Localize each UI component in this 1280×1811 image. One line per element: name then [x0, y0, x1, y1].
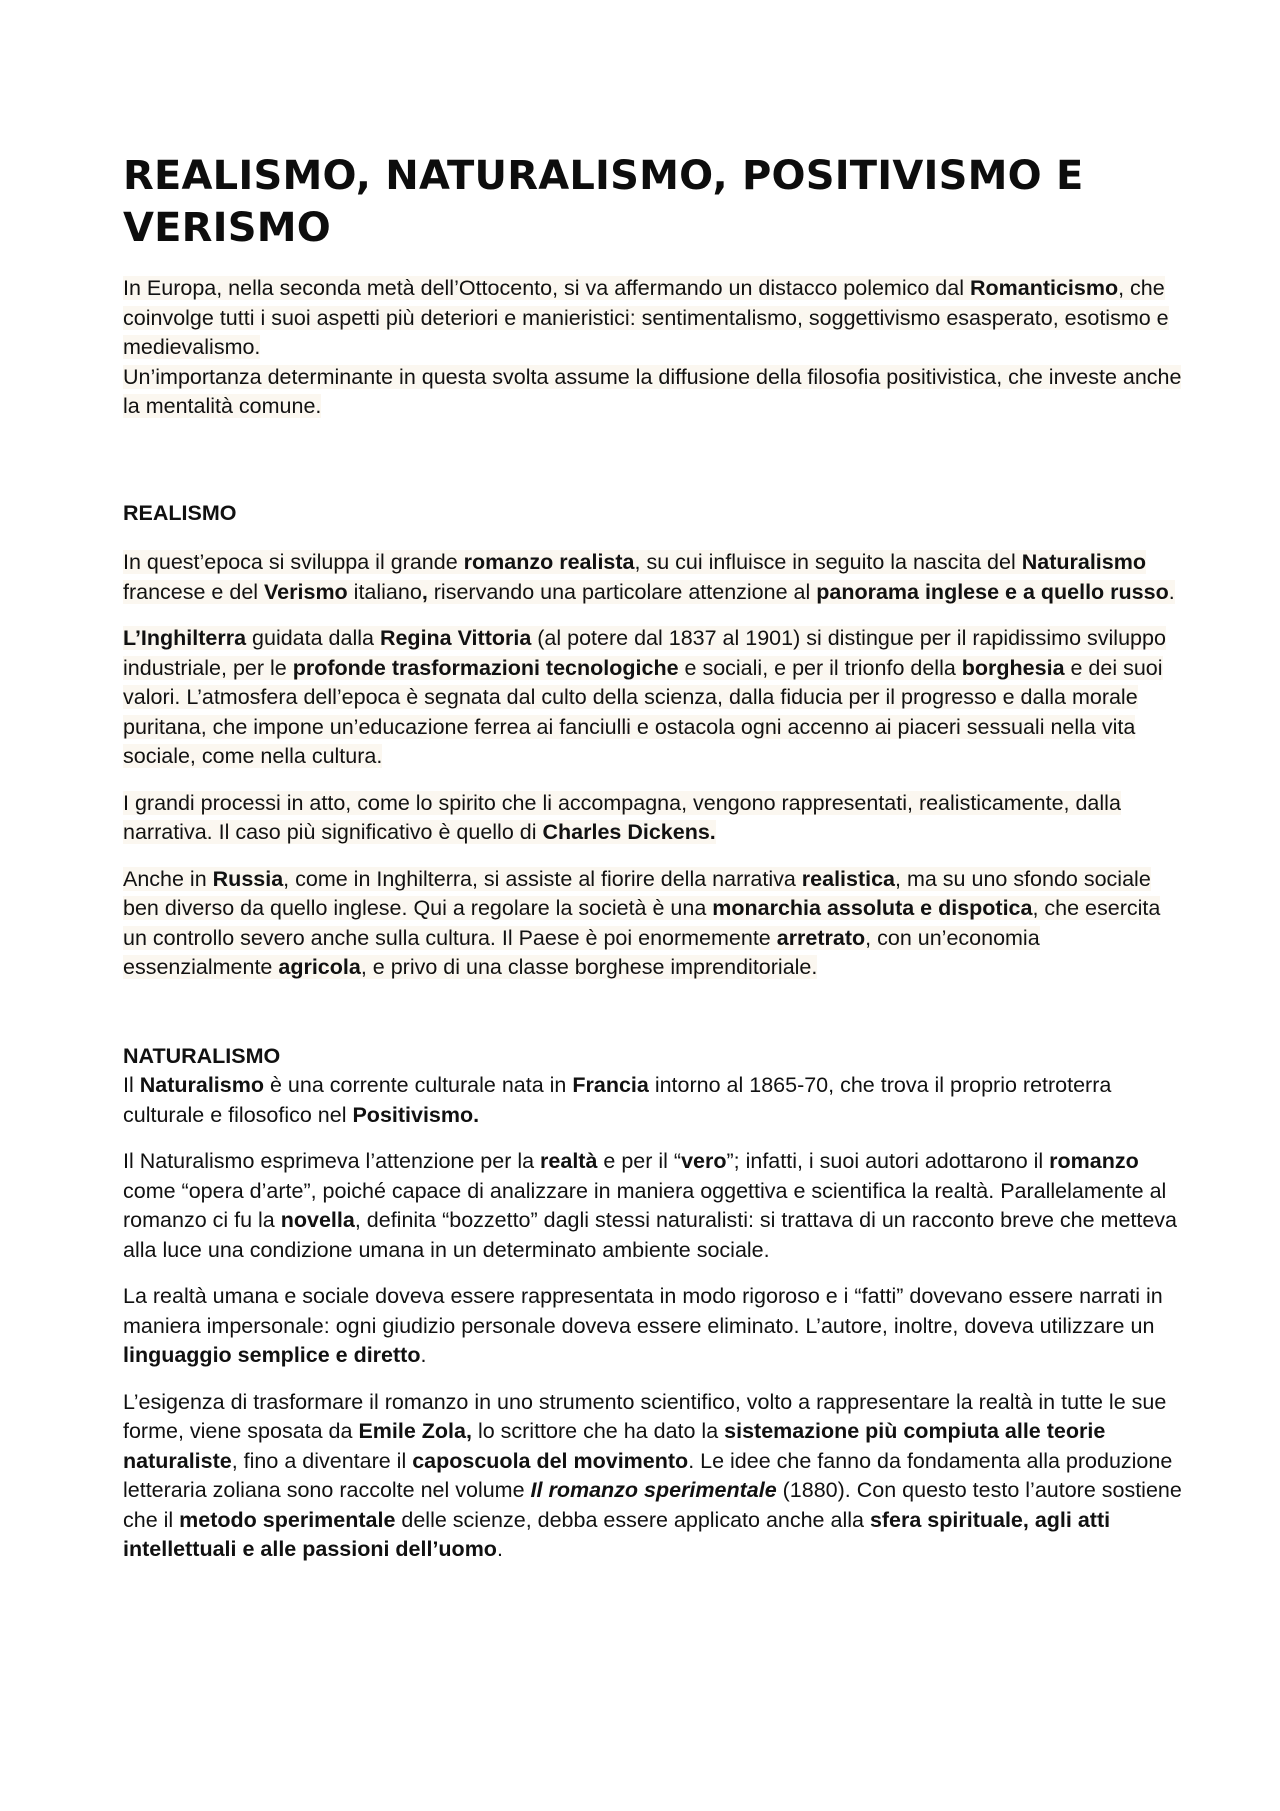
text-run: .	[1168, 579, 1175, 604]
bold-text-run: novella	[280, 1208, 355, 1232]
bold-text-run: L’Inghilterra	[123, 626, 247, 650]
text-run: (al potere dal 1837 al 1901) si distingue per il rapidissimo sviluppo industriale, per le	[123, 626, 1166, 680]
text-run: , con un’economia essenzialmente	[123, 925, 1040, 979]
text-run: lo scrittore che ha dato la	[471, 1419, 725, 1443]
text-run: , che esercita un controllo severo anche sulla cultura. Il Paese è poi enormemente	[123, 896, 1161, 950]
bold-text-run: agricola	[278, 955, 361, 979]
text-run: In quest’epoca si sviluppa il grande	[123, 550, 464, 574]
bold-text-run: ,	[421, 579, 428, 604]
bold-text-run: arretrato	[776, 925, 866, 950]
section-paragraph	[123, 865, 1183, 983]
text-run: intorno al 1865-70, che trova il proprio retroterra culturale e filosofico nel	[123, 1073, 1112, 1127]
bold-text-run: linguaggio semplice e diretto	[123, 1343, 421, 1367]
text-run: L’esigenza di trasformare il romanzo in uno strumento scientifico, volto a rappresentare la realtà in tutte le sue forme, viene sposata da	[123, 1389, 1167, 1443]
section-heading: REALISMO	[123, 500, 237, 525]
bold-text-run: sfera spirituale, agli atti intellettuali e alle passioni dell’uomo	[123, 1507, 1111, 1561]
section-paragraph	[123, 548, 1183, 607]
text-run: Un’importanza determinante in questa svolta assume la diffusione della filosofia positivistica, che investe anche la mentalità comune.	[123, 364, 1182, 418]
text-run: .	[496, 1537, 503, 1561]
bold-text-run: romanzo	[1049, 1149, 1139, 1173]
bold-text-run: Naturalismo	[139, 1073, 264, 1097]
bold-text-run: romanzo realista	[463, 550, 635, 574]
section-paragraph	[123, 789, 1183, 848]
text-run: Anche in	[123, 866, 213, 891]
intro-section	[123, 274, 1183, 422]
text-run: La realtà umana e sociale doveva essere rappresentata in modo rigoroso e i “fatti” dovevano essere narrati in maniera impersonale: ogni giudizio personale doveva essere eliminato. L’autore, inoltre, doveva utilizzare un	[123, 1284, 1163, 1338]
bold-text-run: profonde trasformazioni tecnologiche	[292, 655, 679, 680]
text-run: , ma su uno sfondo sociale ben diverso da quello inglese. Qui a regolare la società è una	[123, 866, 1151, 920]
bold-text-run: Verismo	[264, 579, 348, 604]
bold-text-run: monarchia assoluta e dispotica	[712, 896, 1033, 920]
text-run: delle scienze, debba essere applicato anche alla	[395, 1507, 870, 1532]
intro-paragraph	[123, 363, 1183, 422]
text-run: , e privo di una classe borghese imprenditoriale.	[360, 955, 818, 979]
text-run: e dei suoi valori. L’atmosfera dell’epoca è segnata dal culto della scienza, dalla fiducia per il progresso e dalla morale puritana, che impone un’educazione ferrea ai fanciulli e ostacola ogni accenno ai piaceri sessuali nella vita sociale, come nella cultura.	[123, 655, 1163, 768]
text-run: Il	[123, 1073, 140, 1097]
document-page	[123, 150, 1183, 1582]
section-paragraph	[123, 1071, 1183, 1130]
text-run: è una corrente culturale nata in	[264, 1073, 573, 1097]
bold-text-run: Emile Zola,	[358, 1419, 472, 1443]
text-run: e sociali, e per il trionfo della	[678, 655, 962, 680]
text-run: Il Naturalismo esprimeva l’attenzione per la	[123, 1149, 541, 1173]
text-run: , fino a diventare il	[231, 1448, 413, 1473]
text-run: ”; infatti, i suoi autori adottarono il	[726, 1149, 1050, 1173]
bold-text-run: Francia	[572, 1073, 649, 1097]
text-run: come “opera d’arte”, poiché capace di analizzare in maniera oggettiva e scientifica la realtà. Parallelamente al romanzo ci fu la	[123, 1178, 1167, 1232]
bold-text-run: caposcuola del movimento	[412, 1448, 689, 1473]
text-run: . Le idee che fanno da fondamenta alla produzione letteraria zoliana sono raccolte nel volume	[123, 1448, 1173, 1502]
intro-paragraph	[123, 274, 1183, 363]
bold-text-run: Positivismo.	[352, 1102, 480, 1127]
bold-text-run: Romanticismo	[969, 276, 1119, 300]
bold-text-run: Russia	[212, 866, 284, 891]
text-run: , che coinvolge tutti i suoi aspetti più deteriori e manieristici: sentimentalismo, soggettivismo esasperato, esotismo e medievalismo.	[123, 276, 1169, 359]
text-run: (1880). Con questo testo l’autore sostiene che il	[123, 1478, 1182, 1532]
bold-text-run: Regina Vittoria	[379, 626, 532, 650]
text-run: riservando una particolare attenzione al	[427, 579, 817, 604]
bold-text-run: realistica	[801, 866, 896, 891]
text-run: .	[420, 1343, 427, 1367]
section-paragraph	[123, 1388, 1183, 1565]
text-run: francese e del	[123, 579, 265, 604]
bold-text-run: Charles Dickens.	[542, 820, 716, 844]
text-run: , su cui influisce in seguito la nascita del	[634, 550, 1022, 574]
bold-text-run: borghesia	[961, 655, 1065, 680]
page-title: REALISMO, NATURALISMO, POSITIVISMO E VERISMO	[123, 153, 1084, 251]
section-naturalismo	[123, 1042, 1183, 1565]
text-run: I grandi processi in atto, come lo spirito che li accompagna, vengono rappresentati, realisticamente, dalla narrativa. Il caso più significativo è quello di	[123, 790, 1121, 844]
bold-text-run: panorama inglese e a quello russo	[816, 579, 1169, 604]
section-realismo	[123, 499, 1183, 983]
text-run: , definita “bozzetto” dagli stessi naturalisti: si trattava di un racconto breve che metteva alla luce una condizione umana in un determinato ambiente sociale.	[123, 1208, 1178, 1262]
bold-text-run: Il romanzo sperimentale	[530, 1478, 777, 1502]
text-run: guidata dalla	[246, 626, 380, 650]
section-paragraph	[123, 1282, 1183, 1371]
section-paragraph	[123, 1147, 1183, 1265]
text-run: , come in Inghilterra, si assiste al fiorire della narrativa	[283, 866, 802, 891]
bold-text-run: metodo sperimentale	[179, 1507, 396, 1532]
text-run: In Europa, nella seconda metà dell’Ottocento, si va affermando un distacco polemico dal	[123, 276, 970, 300]
bold-text-run: realtà	[540, 1149, 598, 1173]
bold-text-run: vero	[681, 1149, 727, 1173]
text-run: e per il “	[597, 1149, 682, 1173]
bold-text-run: sistemazione più compiuta alle teorie naturaliste	[123, 1419, 1106, 1473]
section-heading: NATURALISMO	[123, 1043, 281, 1068]
text-run: italiano	[347, 579, 422, 604]
section-paragraph	[123, 624, 1183, 772]
bold-text-run: Naturalismo	[1021, 550, 1146, 574]
